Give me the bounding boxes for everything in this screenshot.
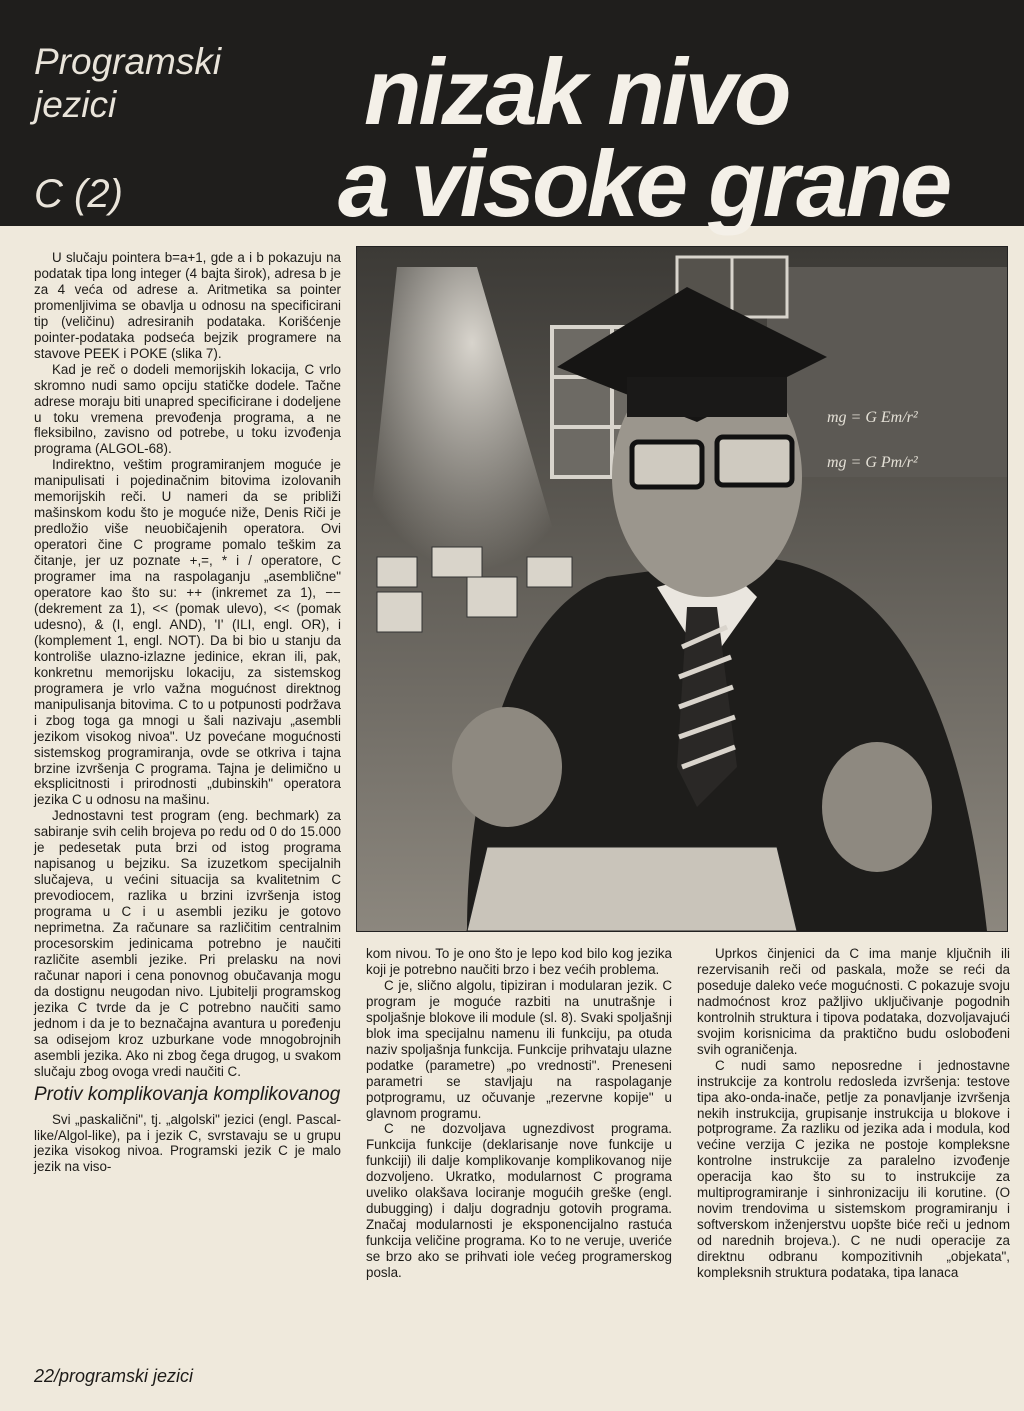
illustration-professor [356,246,1008,932]
chalkboard [767,267,1007,477]
left-hand [452,707,562,827]
professor-illustration-svg [357,247,1007,931]
subheading: Protiv komplikovanja komplikovanog [34,1083,341,1105]
cap-band [627,377,787,417]
col1-paragraph-3: Indirektno, veštim programiranjem moguće je manipulisati i pojedinačnim bitovima izolovanih memorijskih reči. U nameri da se približi mašinskom kodu što je moguće niže, Denis Riči je predložio više neuobičajenih operatora. Ovi operatori čine C programe pomalo teškim za čitanje, jer uz poznate +,=, * i / operatore, C programer ima na raspolaganju „asemblične" operatore kao što su: ++ (inkremet za 1), −− (dekrement za 1), << (pomak ulevo), << (pomak udesno), & (I, engl. AND), 'I' (ILI, engl. OR), i (komplement 1, engl. NOT). Da bi bio u stanju da kontroliše ulazno-izlazne jedinice, ekran ili, pak, konkretnu memorijsku lokaciju, za sistemskog programera je vrlo važna mogućnost direktnog manipulisanja bitovima. C to u potpunosti podržava i zbog toga ga mnogi u šali nazivaju „asembli jezikom visokog nivoa". Uz povećane mogućnosti sistemskog programiranja, ovde se otkriva i tajna brzine izvršenja C programa. Tajna je delimično u eksplicitnosti i prirodnosti „dubinskih" operatora jezika C u odnosu na mašinu. [34,457,341,808]
chalk-formula-2: mg = G Pm/r² [827,454,918,471]
column-2 [366,946,672,1281]
col2-paragraph-2: C je, slično algolu, tipiziran i modularan jezik. C program je moguće razbiti na unutrašnje i spoljašnje blokove ili module (sl. 8). Svaki spoljašnji blok ima specijalnu namenu ili funkciju, pa otuda naziv spoljašnja funkcija. Funkcije prihvataju ulazne podatke (parametre) „po vrednosti". Preneseni parametri se stavljaju na raspolaganje potprogramu, uz očuvanje „rezervne kopije" u glavnom programu. [366,977,672,1121]
header-banner [0,0,1024,236]
page-folio: 22/programski jezici [34,1366,194,1386]
kicker-line-2: jezici [34,84,117,125]
kicker-line-1: Programski [34,41,222,82]
column-1 [34,250,341,1175]
col2-paragraph-3: C ne dozvoljava ugnezdivost programa. Funkcija funkcije (deklarisanje nove funkcije u funkciji) ili dalje komplikovanje komplikovanog nije dozvoljeno. Ukratko, modularnost C programa uveliko olakšava lociranje mogućih greške (engl. dubugging) i dalju dogradnju gotovih programa. Značaj modularnosti je eksponencijalno rastuća funkcija veličine programa. Ko to ne veruje, uveriće se brzo ako se prihvati iole većeg programerskog posla. [366,1121,672,1281]
col3-paragraph-2: C nudi samo neposredne i jednostavne instrukcije za kontrolu redosleda izvršenja: testove tipa ako-onda-inače, petlje za ponavljanje izvršenja nekih instrukcija, grupisanje instrukcija u blokove i potprograme. Za razliku od jezika ada i modula, kod većine verzija C jezika ne postoje kompleksne kontrolne instrukcije za paralelno izvođenje operacija kao što su to instrukcije za multiprogramiranje i sinhronizaciju ili korutine. (O novim trendovima u sistemskom programiranju i softverskom inženjerstvu uopšte biće reči u jednom od narednih brojeva.). C ne nudi operacije za direktnu odbranu kompozitivnih „objekata", kompleksnih struktura podataka, tipa lanaca [697,1057,1010,1281]
col1-paragraph-1: U slučaju pointera b=a+1, gde a i b pokazuju na podatak tipa long integer (4 bajta širok), adresa b je za 4 veća od adrese a. Aritmetika sa pointer promenljivima se obavlja u odnosu na specificirani tip (veličinu) adresiranih podataka. Korišćenje pointer-podataka podseća bejzik programere na stavove PEEK i POKE (slika 7). [34,250,341,361]
series-label: C (2) [34,172,123,216]
box [467,847,797,931]
headline-line-1: nizak nivo [364,39,789,144]
headline [338,39,950,236]
right-hand [822,742,932,872]
chalk-formula-1: mg = G Em/r² [827,409,918,426]
section-kicker [34,40,221,126]
col3-paragraph-1: Uprkos činjenici da C ima manje ključnih ili rezervisanih reči od paskala, može se reći da poseduje daleko veće mogućnosti. C pokazuje svoju nadmoćnost kroz pažljivo uključivanje pogodnih kontrolnih struktura i tipova podataka, dozvoljavajući svojim korisnicima da praktično budu oslobođeni svih ograničenja. [697,946,1010,1057]
col2-paragraph-1: kom nivou. To je ono što je lepo kod bilo kog jezika koji je potrebno naučiti brzo i bez većih problema. [366,946,672,977]
column-3 [697,946,1010,1281]
headline-line-2: a visoke grane [338,131,950,236]
col1-paragraph-4: Jednostavni test program (eng. bechmark) za sabiranje svih celih brojeva po redu od 0 do 15.000 je pedesetak puta brzi od istog programa napisanog u bejziku. Sa izuzetkom specijalnih slučajeva, u većini situacija sa kvalitetnim C prevodiocem, razlika u brzini izvršenja istog programa u C i u asembli jeziku je gotovo neprimetna. Za računare sa različitim centralnim procesorskim jedinicama potrebno je naučiti različite asembli jezike. Pri prelasku na novi računar napori i cena ponovnog obučavanja mogu da dostignu neugodan nivo. Ljubitelji programskog jezika C tvrde da je C potrebno naučiti samo jednom i da je to beznačajna avantura u poređenju sa odisejom kroz uzburkane vode mnogobrojnih asembli jezika. Ako ni zbog čega drugog, u svakom slučaju zbog ovoga vredi naučiti C. [34,808,341,1079]
col1-paragraph-2: Kad je reč o dodeli memorijskih lokacija, C vrlo skromno nudi samo opciju statičke dodele. Tačne adrese moraju biti unapred specificirane i dodeljene u toku vremena prevođenja programa, a ne fleksibilno, zavisno od potrebe, u toku izvođenja programa (ALGOL-68). [34,361,341,457]
col1-paragraph-5: Svi „paskalični", tj. „algolski" jezici (engl. Pascal-like/Algol-like), pa i jezik C, svrstavaju se u grupu jezika visokog nivoa. Programski jezik C je malo jezik na viso- [34,1111,341,1175]
